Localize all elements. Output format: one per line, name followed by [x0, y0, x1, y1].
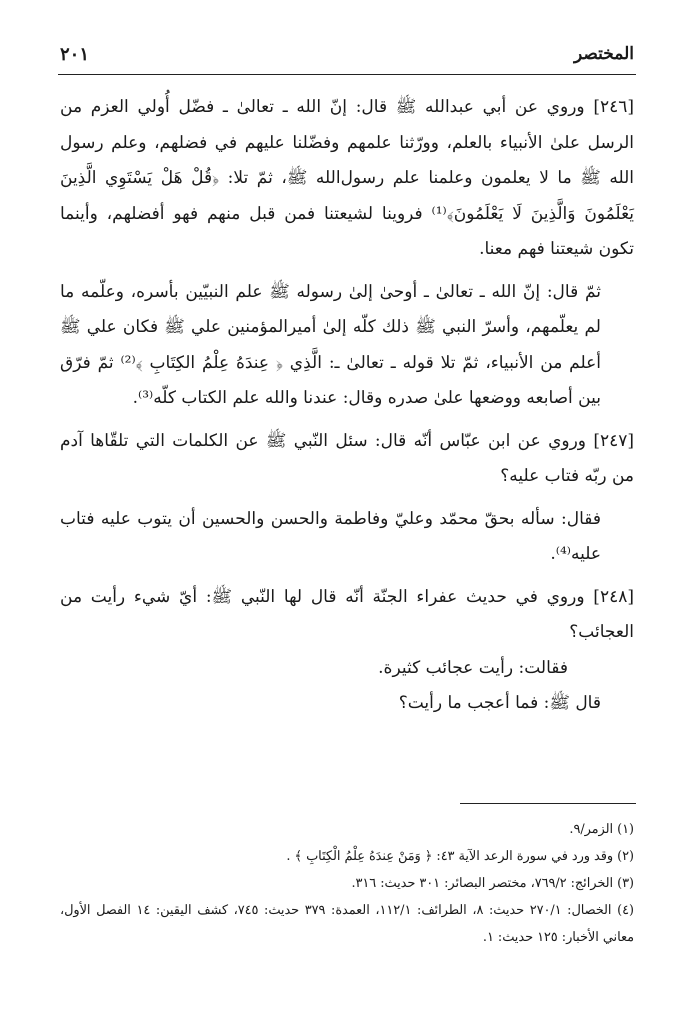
main-text	[60, 90, 634, 722]
page-number: ٢٠١	[60, 44, 90, 65]
footnote-3: (٣) الخرائج: ٧٦٩/٢، مختصر البصائر: ٣٠١ حديث: ٣١٦.	[351, 876, 634, 891]
paragraph-248-question: قال ﷺ: فما أعجب ما رأيت؟	[398, 693, 601, 713]
paragraph-248: [٢٤٨] وروي في حديث عفراء الجنّة أنّه قال لها النّبي ﷺ: أيّ شيء رأيت من العجائب؟	[60, 586, 634, 642]
page-header	[60, 40, 634, 72]
footnote-4: (٤) الخصال: ٢٧٠/١ حديث: ٨، الطرائف: ١١٢/١، العمدة: ٣٧٩ حديث: ٧٤٥، كشف اليقين: ١٤ الفصل الأول، معاني الأخبار: ١٢٥ حديث: ١.	[60, 903, 634, 945]
running-title: المختصر	[574, 44, 634, 64]
footnote-separator	[460, 803, 636, 804]
footnote-2: (٢) وقد ورد في سورة الرعد الآية ٤٣: ﴿ وَمَنْ عِندَهُ عِلْمُ الْكِتَابِ ﴾ .	[286, 849, 634, 864]
paragraph-247-answer: فقال: سأله بحقّ محمّد وعليّ وفاطمة والحسن والحسين أن يتوب عليه فتاب عليه⁽⁴⁾.	[60, 508, 601, 564]
paragraph-246-continued: ثمّ قال: إنّ الله ـ تعالىٰ ـ أوحىٰ إلىٰ رسوله ﷺ علم النبيّين بأسره، وعلّمه ما لم يعلّمهم، وأسرّ النبي ﷺ ذلك كلّه إلىٰ أميرالمؤمنين علي ﷺ فكان علي ﷺ أعلم من الأنبياء، ثمّ تلا قوله ـ تعالىٰ ـ: الَّذِي ﴿ عِندَهُ عِلْمُ الكِتَابِ ﴾⁽²⁾ ثمّ فرّق بين أصابعه ووضعها علىٰ صدره وقال: عندنا والله علم الكتاب كلّه⁽³⁾.	[60, 281, 601, 408]
footnotes	[60, 816, 634, 951]
paragraph-246: [٢٤٦] وروي عن أبي عبدالله ﷺ قال: إنّ الله ـ تعالىٰ ـ فضّل أُولي العزم من الرسل علىٰ الأنبياء بالعلم، وورّثنا علمهم وفضّلنا عليهم في فضلهم، وعلم رسول الله ﷺ ما لا يعلمون وعلمنا علم رسول‌الله ﷺ، ثمّ تلا: ﴿قُلْ هَلْ يَسْتَوِي الَّذِينَ يَعْلَمُونَ وَالَّذِينَ لَا يَعْلَمُونَ﴾⁽¹⁾ فروينا لشيعتنا فمن قبل منهم فهو أفضلهم، وأينما تكون شيعتنا فهم معنا.	[60, 97, 634, 259]
paragraph-248-reply: فقالت: رأيت عجائب كثيرة.	[378, 657, 568, 678]
paragraph-247: [٢٤٧] وروي عن ابن عبّاس أنّه قال: سئل النّبي ﷺ عن الكلمات التي تلقّاها آدم من ربّه فتاب عليه؟	[60, 430, 634, 486]
header-rule	[58, 74, 636, 75]
footnote-1: (١) الزمر/٩.	[569, 822, 634, 837]
